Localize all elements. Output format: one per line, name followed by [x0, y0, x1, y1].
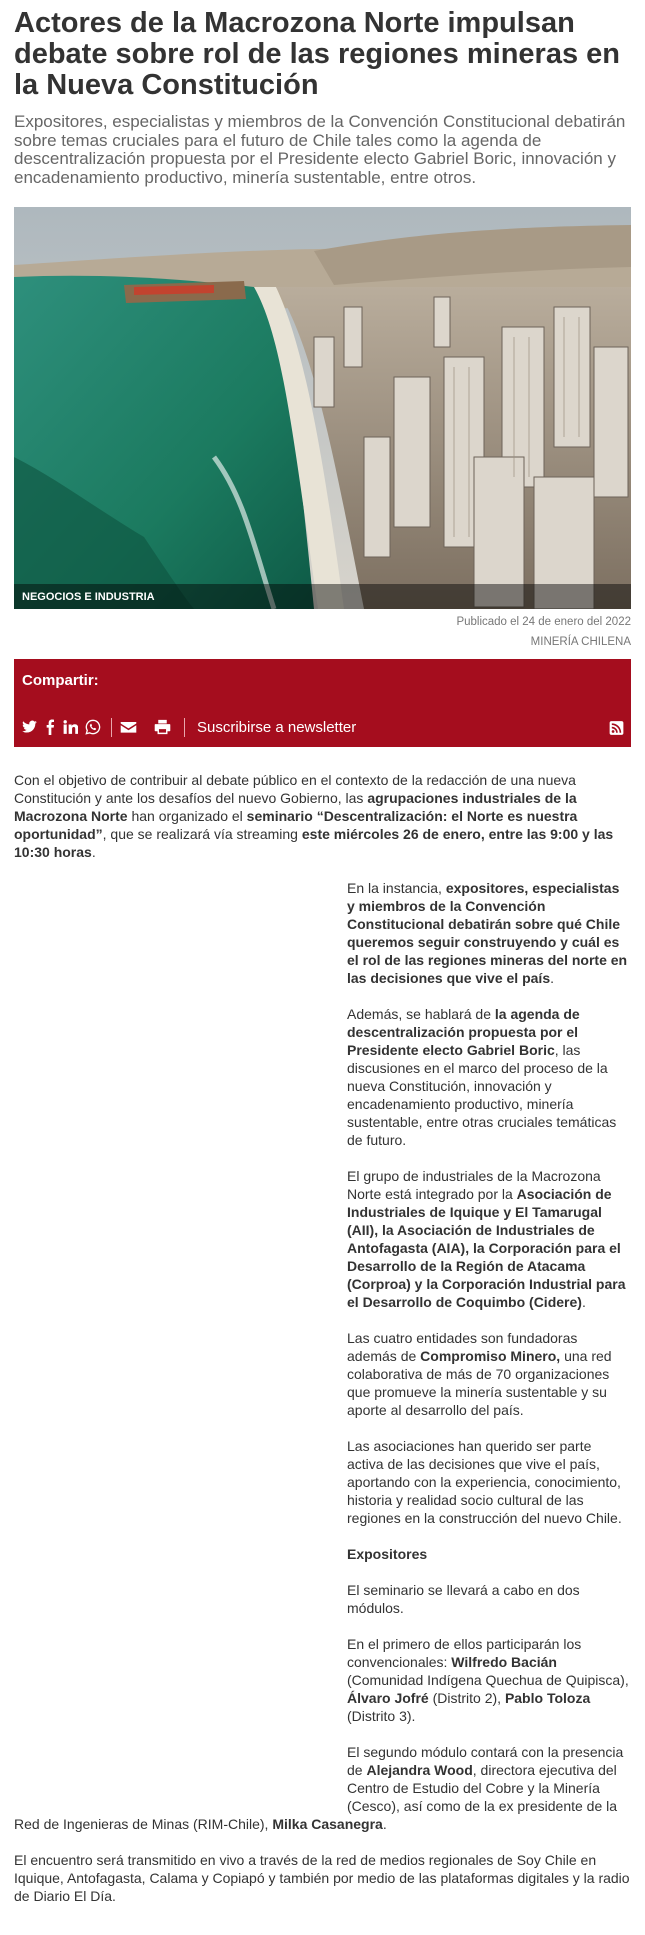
share-title: Compartir: — [22, 672, 99, 689]
share-divider — [184, 718, 185, 737]
paragraph: En la instancia, expositores, especialistas y miembros de la Convención Constitucional debatirán sobre qué Chile queremos seguir construyendo y cuál es el rol de las regiones mineras del norte en las decisiones que vive el país. — [347, 880, 628, 986]
article-body — [14, 771, 631, 1905]
bold-run: este miércoles 26 de enero, entre las 9:00 y las 10:30 horas — [14, 826, 614, 860]
bold-run: Compromiso Minero, — [420, 1348, 561, 1364]
bold-run: Asociación de Industriales de Iquique y El Tamarugal (AII), la Asociación de Industriales de Antofagasta (AIA), la Corporación para el Desarrollo de la Región de Atacama (Corproa) y la Corporación Industrial para el Desarrollo de Coquimbo (Cidere) — [347, 1186, 626, 1310]
section-heading: Expositores — [347, 1546, 428, 1562]
email-icon[interactable] — [120, 719, 137, 735]
paragraph: Con el objetivo de contribuir al debate público en el contexto de la redacción de una nueva Constitución y ante los desafíos del nuevo Gobierno, las agrupaciones industriales de la Macrozona Norte han organizado el seminario “Descentralización: el Norte es nuestra oportunidad”, que se realizará vía streaming este miércoles 26 de enero, entre las 9:00 y las 10:30 horas. — [14, 772, 614, 860]
article-title: Actores de la Macrozona Norte impulsan debate sobre rol de las regiones mineras en la Nueva Constitución — [14, 7, 620, 101]
paragraph: Las asociaciones han querido ser parte activa de las decisiones que vive el país, aportando con la experiencia, conocimiento, historia y realidad socio cultural de las regiones en la construcción del nuevo Chile. — [347, 1438, 622, 1526]
publish-date: Publicado el 24 de enero del 2022 — [456, 616, 631, 628]
paragraph: El seminario se llevará a cabo en dos módulos. — [347, 1582, 580, 1616]
share-toolbar — [21, 718, 624, 738]
facebook-icon[interactable] — [45, 719, 55, 735]
bold-run: agrupaciones industriales de la Macrozona Norte — [14, 790, 577, 824]
paragraph: Las cuatro entidades son fundadoras además de Compromiso Minero, una red colaborativa de más de 70 organizaciones que promueve la minería sustentable y su aporte al desarrollo del país. — [347, 1330, 612, 1418]
paragraph: Además, se hablará de la agenda de descentralización propuesta por el Presidente electo Gabriel Boric, las discusiones en el marco del proceso de la nueva Constitución, innovación y encadenamiento productivo, minería sustentable, entre otras cruciales temáticas de futuro. — [347, 1006, 617, 1148]
paragraph: En el primero de ellos participarán los convencionales: Wilfredo Bacián (Comunidad Indígena Quechua de Quipisca), Álvaro Jofré (Distrito 2), Pablo Toloza (Distrito 3). — [347, 1636, 629, 1724]
city-coast-photo — [14, 207, 631, 609]
bold-run: Milka Casanegra — [272, 1816, 383, 1832]
article — [14, 8, 631, 1905]
print-icon[interactable] — [154, 719, 171, 735]
bold-run: la agenda de descentralización propuesta por el Presidente electo Gabriel Boric — [347, 1006, 580, 1058]
bold-run: expositores, especialistas y miembros de la Convención Constitucional debatirán sobre qué Chile queremos seguir construyendo y cuál es el rol de las regiones mineras del norte en las decisiones que vive el país — [347, 880, 628, 986]
category-label[interactable]: NEGOCIOS E INDUSTRIA — [22, 591, 155, 603]
hero-image — [14, 207, 631, 609]
paragraph: El segundo módulo contará con la presencia de Alejandra Wood, directora ejecutiva del Centro de Estudio del Cobre y la Minería (Cesco), así como de la ex presidente de la — [347, 1744, 624, 1814]
article-lead: Expositores, especialistas y miembros de la Convención Constitucional debatirán sobre temas cruciales para el futuro de Chile tales como la agenda de descentralización propuesta por el Presidente electo Gabriel Boric, innovación y encadenamiento productivo, minería sustentable, entre otros. — [14, 112, 626, 187]
bold-run: Wilfredo Bacián — [451, 1654, 557, 1670]
bold-run: Pablo Toloza — [504, 1690, 591, 1706]
share-box — [14, 659, 631, 747]
linkedin-icon[interactable] — [63, 719, 78, 735]
category-overlay — [14, 584, 631, 609]
paragraph: Red de Ingenieras de Minas (RIM-Chile), Milka Casanegra. — [14, 1816, 387, 1832]
bold-run: Álvaro Jofré — [347, 1690, 429, 1706]
source-label[interactable]: MINERÍA CHILENA — [530, 636, 631, 648]
share-divider — [111, 718, 112, 737]
whatsapp-icon[interactable] — [85, 719, 101, 735]
twitter-icon[interactable] — [21, 719, 38, 735]
body-column — [347, 879, 631, 1815]
paragraph: El encuentro será transmitido en vivo a través de la red de medios regionales de Soy Chile en Iquique, Antofagasta, Calama y Copiapó y también por medio de las plataformas digitales y la radio de Diario El Día. — [14, 1852, 630, 1904]
bold-run: seminario “Descentralización: el Norte es nuestra oportunidad” — [14, 808, 578, 842]
paragraph: El grupo de industriales de la Macrozona Norte está integrado por la Asociación de Industriales de Iquique y El Tamarugal (AII), la Asociación de Industriales de Antofagasta (AIA), la Corporación para el Desarrollo de la Región de Atacama (Corproa) y la Corporación Industrial para el Desarrollo de Coquimbo (Cidere). — [347, 1168, 626, 1310]
rss-icon[interactable] — [609, 720, 624, 736]
bold-run: Alejandra Wood — [366, 1762, 473, 1778]
newsletter-link[interactable]: Suscribirse a newsletter — [197, 719, 357, 736]
